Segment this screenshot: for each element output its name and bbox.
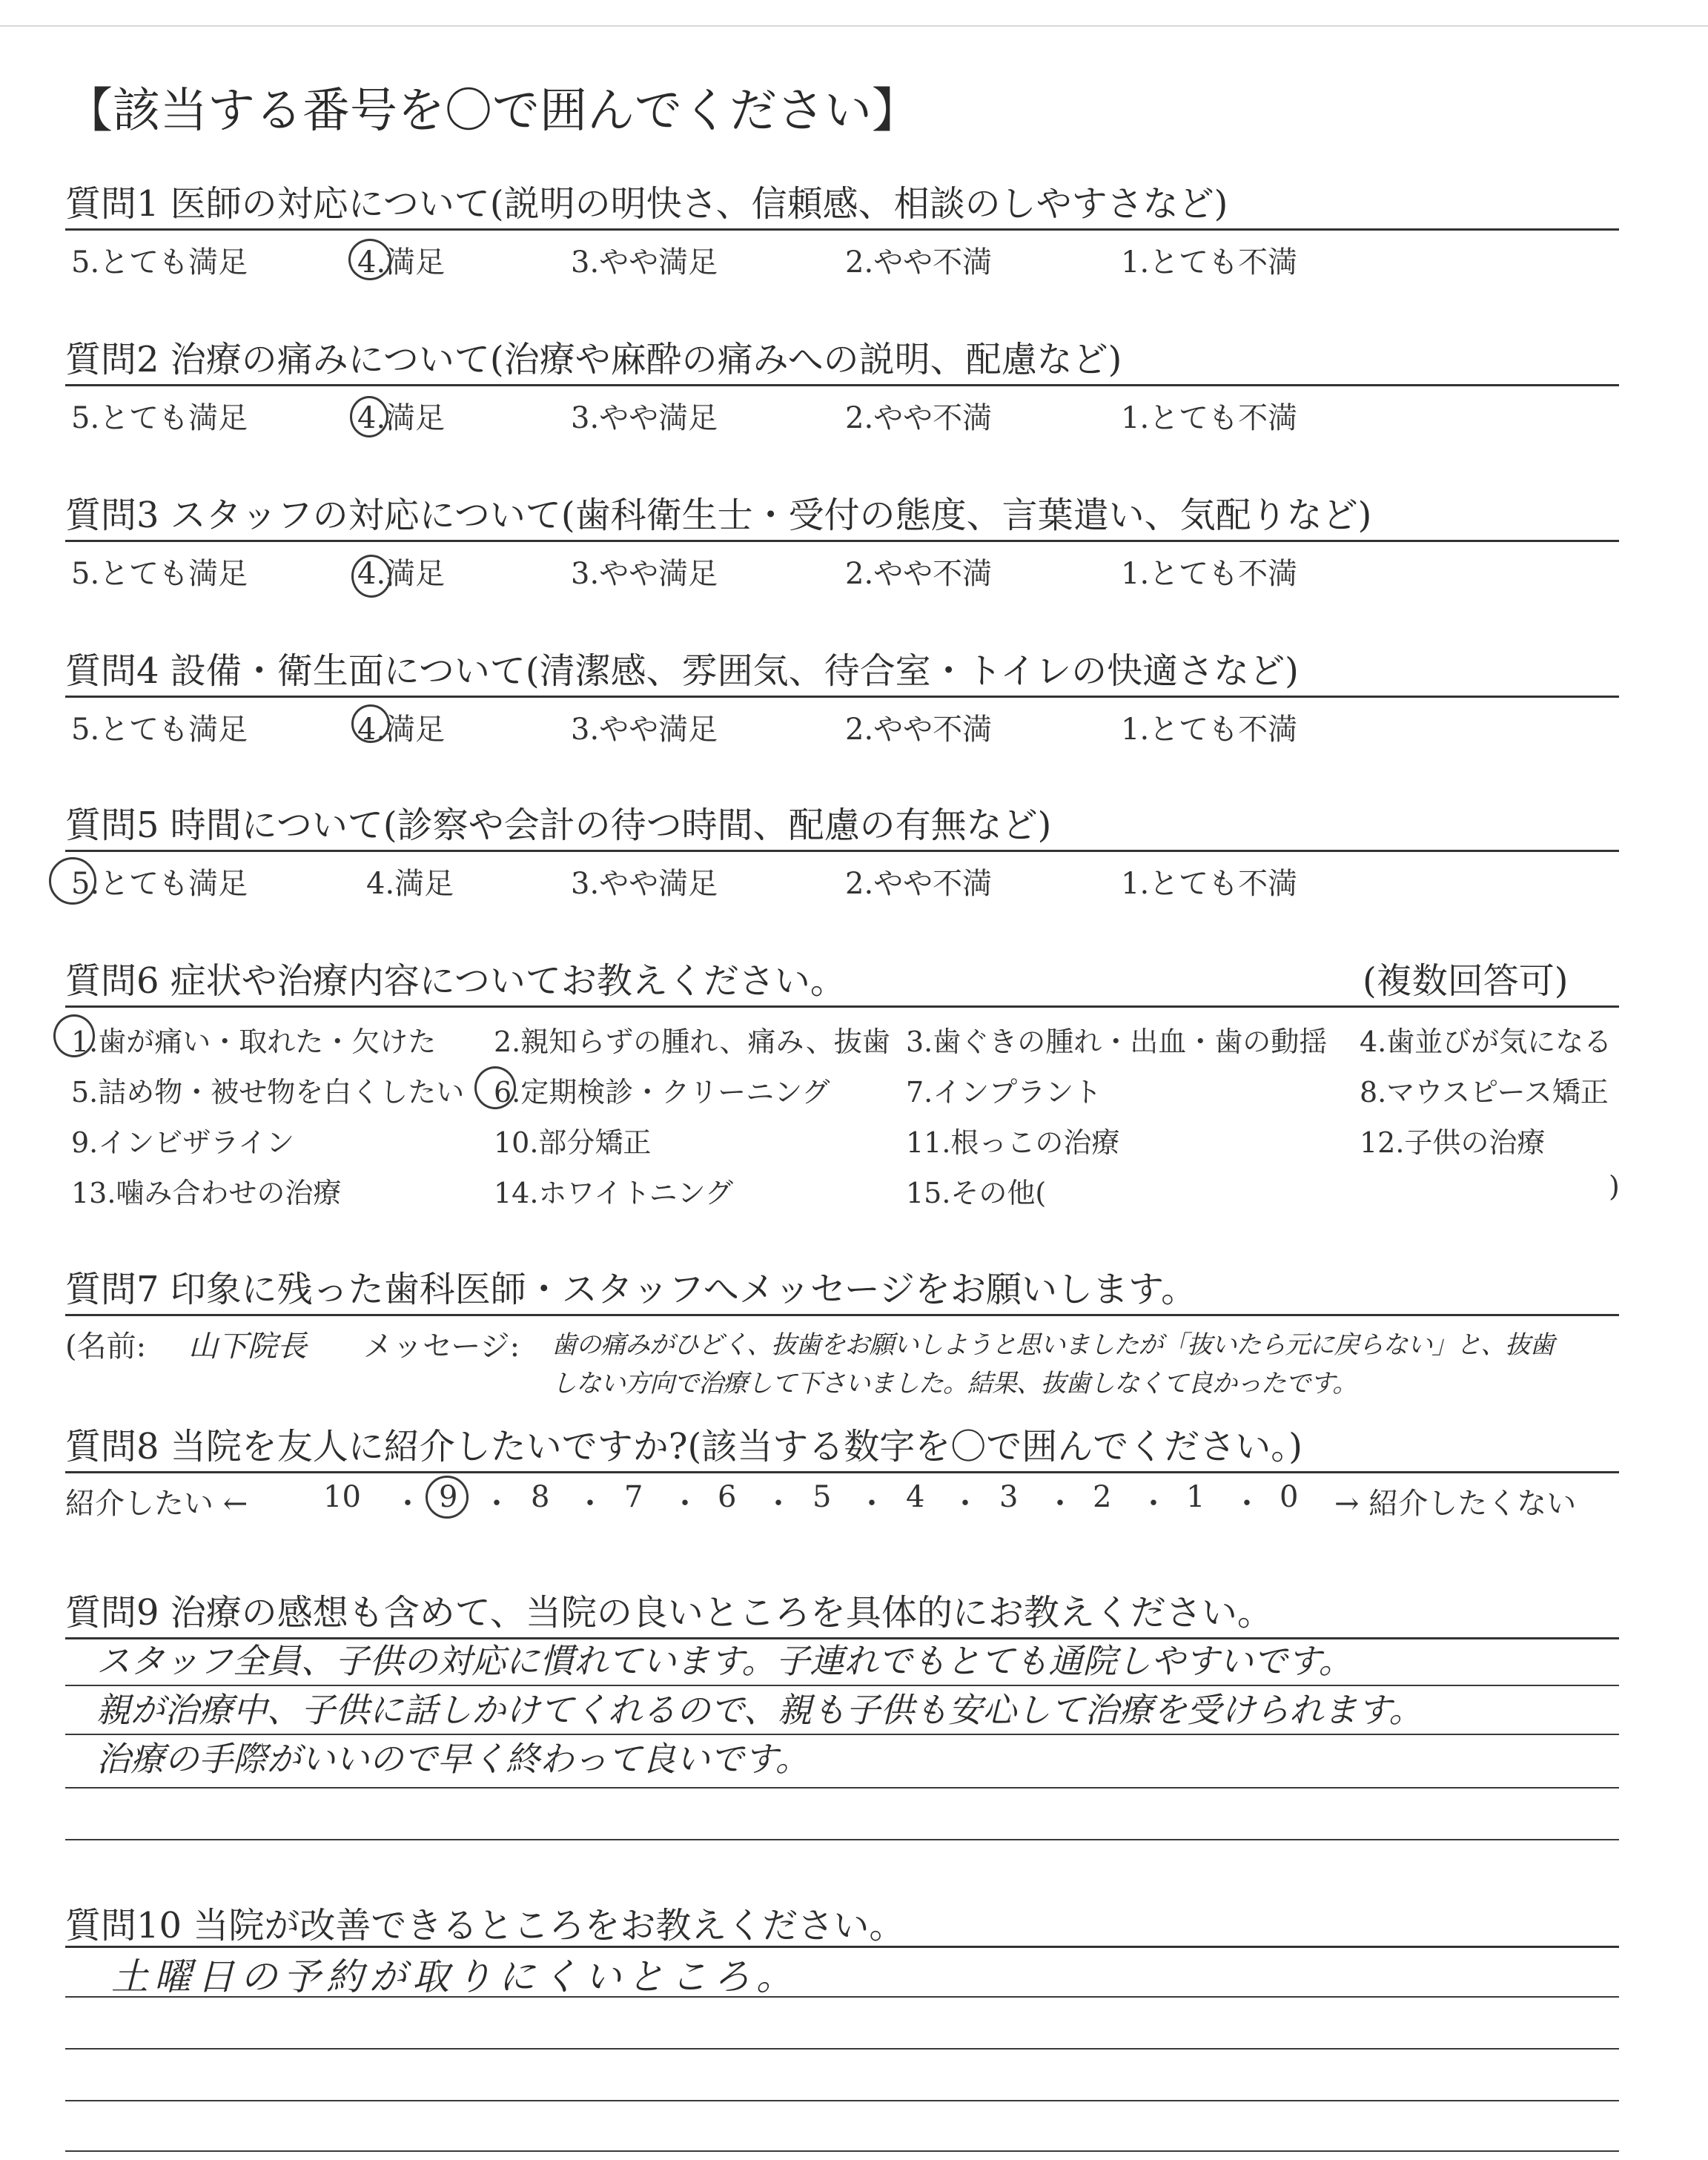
q1-option-1[interactable]: 1.とても不満: [1121, 245, 1298, 280]
question-2-rule: [65, 384, 1619, 386]
q3-option-3[interactable]: 3.やや満足: [571, 557, 718, 591]
q1-selected-circle: [348, 239, 391, 280]
q6-item-7[interactable]: 7.インプラント: [906, 1076, 1102, 1109]
q3-option-5[interactable]: 5.とても満足: [71, 557, 248, 591]
q2-option-2[interactable]: 2.やや不満: [845, 401, 993, 435]
q6-item-13[interactable]: 13.噛み合わせの治療: [71, 1177, 342, 1209]
q2-selected-circle: [350, 396, 388, 437]
q9-writing-line: [65, 1839, 1619, 1840]
q6-selected-circle-6: [474, 1066, 516, 1109]
question-1-rule: [65, 228, 1619, 231]
q8-scale-2[interactable]: 2: [1093, 1480, 1112, 1514]
q4-option-4[interactable]: 4.満足: [357, 713, 446, 747]
q6-item-5[interactable]: 5.詰め物・被せ物を白くしたい: [71, 1076, 465, 1109]
page-top-edge: [0, 25, 1708, 27]
q8-scale-7[interactable]: 7: [624, 1480, 643, 1514]
q8-dot: ・: [670, 1487, 700, 1521]
q8-right-label: → 紹介したくない: [1334, 1487, 1577, 1521]
q2-option-3[interactable]: 3.やや満足: [571, 401, 718, 435]
q9-writing-line: [65, 1787, 1619, 1789]
q9-answer-line-1[interactable]: スタッフ全員、子供の対応に慣れています。子連れでもとても通院しやすいです。: [96, 1641, 1353, 1681]
q8-dot: ・: [764, 1487, 793, 1521]
q4-option-2[interactable]: 2.やや不満: [845, 713, 993, 747]
q4-option-5[interactable]: 5.とても満足: [71, 713, 248, 747]
question-9-title: 質問9 治療の感想も含めて、当院の良いところを具体的にお教えください。: [65, 1592, 1273, 1634]
question-7-title: 質問7 印象に残った歯科医師・スタッフへメッセージをお願いします。: [65, 1269, 1197, 1310]
q6-item-11[interactable]: 11.根っこの治療: [906, 1126, 1120, 1159]
q7-name-label: (名前:: [65, 1330, 147, 1364]
question-8-rule: [65, 1471, 1619, 1473]
q8-scale-0[interactable]: 0: [1280, 1480, 1299, 1514]
q8-scale-10[interactable]: 10: [323, 1480, 361, 1514]
q1-option-3[interactable]: 3.やや満足: [571, 245, 718, 280]
q7-name-value[interactable]: 山下院長: [188, 1330, 307, 1364]
q3-option-4[interactable]: 4.満足: [357, 557, 446, 591]
q8-left-label: 紹介したい ←: [65, 1487, 248, 1521]
q2-option-5[interactable]: 5.とても満足: [71, 401, 248, 435]
q1-option-4[interactable]: 4.満足: [357, 245, 446, 280]
q5-selected-circle: [49, 857, 96, 905]
question-10-title: 質問10 当院が改善できるところをお教えください。: [65, 1905, 905, 1946]
q4-selected-circle: [351, 704, 390, 743]
question-7-rule: [65, 1314, 1619, 1316]
question-6-note: (複数回答可): [1363, 960, 1569, 1002]
q6-item-3[interactable]: 3.歯ぐきの腫れ・出血・歯の動揺: [906, 1025, 1328, 1058]
q6-selected-circle-1: [53, 1014, 95, 1057]
q7-message-line-1[interactable]: 歯の痛みがひどく、抜歯をお願いしようと思いましたが「抜いたら元に戻らない」と、抜歯: [552, 1330, 1555, 1360]
q6-item-15-close: ): [1609, 1170, 1620, 1203]
q6-item-1[interactable]: 1.歯が痛い・取れた・欠けた: [71, 1025, 437, 1058]
q8-scale-9[interactable]: 9: [439, 1480, 458, 1514]
q8-dot: ・: [950, 1487, 980, 1521]
q8-dot: ・: [393, 1487, 423, 1521]
q1-option-5[interactable]: 5.とても満足: [71, 245, 248, 280]
question-4-title: 質問4 設備・衛生面について(清潔感、雰囲気、待合室・トイレの快適さなど): [65, 650, 1299, 692]
q10-answer-line-1[interactable]: 土曜日の予約が取りにくいところ。: [111, 1955, 799, 1998]
q3-option-1[interactable]: 1.とても不満: [1121, 557, 1298, 591]
question-5-rule: [65, 850, 1619, 852]
q8-dot: ・: [1232, 1487, 1262, 1521]
q6-item-14[interactable]: 14.ホワイトニング: [494, 1177, 734, 1209]
question-6-title: 質問6 症状や治療内容についてお教えください。: [65, 960, 846, 1002]
q2-option-1[interactable]: 1.とても不満: [1121, 401, 1298, 435]
q7-message-label: メッセージ:: [363, 1330, 520, 1364]
question-3-rule: [65, 540, 1619, 542]
q2-option-4[interactable]: 4.満足: [357, 401, 446, 435]
q6-item-8[interactable]: 8.マウスピース矯正: [1360, 1076, 1609, 1109]
q6-item-6[interactable]: 6.定期検診・クリーニング: [494, 1076, 830, 1109]
q6-item-4[interactable]: 4.歯並びが気になる: [1360, 1025, 1612, 1058]
q10-writing-line: [65, 2100, 1619, 2101]
q5-option-4[interactable]: 4.満足: [366, 867, 454, 901]
q6-item-15[interactable]: 15.その他(: [906, 1177, 1047, 1209]
q8-scale-4[interactable]: 4: [906, 1480, 925, 1514]
q6-item-10[interactable]: 10.部分矯正: [494, 1126, 652, 1159]
question-4-rule: [65, 696, 1619, 698]
q5-option-3[interactable]: 3.やや満足: [571, 867, 718, 901]
q1-option-2[interactable]: 2.やや不満: [845, 245, 993, 280]
q8-dot: ・: [482, 1487, 512, 1521]
q6-item-2[interactable]: 2.親知らずの腫れ、痛み、抜歯: [494, 1025, 890, 1058]
q6-item-9[interactable]: 9.インビザライン: [71, 1126, 295, 1159]
question-6-rule: [65, 1005, 1619, 1008]
q8-scale-8[interactable]: 8: [531, 1480, 550, 1514]
question-2-title: 質問2 治療の痛みについて(治療や麻酔の痛みへの説明、配慮など): [65, 339, 1122, 380]
q8-scale-1[interactable]: 1: [1186, 1480, 1205, 1514]
q10-writing-line: [65, 2048, 1619, 2050]
q10-writing-line: [65, 1996, 1619, 1998]
question-5-title: 質問5 時間について(診察や会計の待つ時間、配慮の有無など): [65, 805, 1052, 846]
q7-message-line-2[interactable]: しない方向で治療して下さいました。結果、抜歯しなくて良かったです。: [552, 1369, 1357, 1398]
q9-answer-line-3[interactable]: 治療の手際がいいので早く終わって良いです。: [96, 1739, 810, 1779]
q8-scale-3[interactable]: 3: [999, 1480, 1019, 1514]
question-3-title: 質問3 スタッフの対応について(歯科衛生士・受付の態度、言葉遣い、気配りなど): [65, 495, 1372, 536]
q8-dot: ・: [1045, 1487, 1075, 1521]
q5-option-1[interactable]: 1.とても不満: [1121, 867, 1298, 901]
q8-dot: ・: [575, 1487, 605, 1521]
q4-option-3[interactable]: 3.やや満足: [571, 713, 718, 747]
q3-option-2[interactable]: 2.やや不満: [845, 557, 993, 591]
page-heading: 【該当する番号を〇で囲んでください】: [65, 84, 919, 139]
q8-scale-5[interactable]: 5: [812, 1480, 832, 1514]
q10-writing-line: [65, 2150, 1619, 2152]
question-1-title: 質問1 医師の対応について(説明の明快さ、信頼感、相談のしやすさなど): [65, 183, 1228, 225]
q8-scale-6[interactable]: 6: [718, 1480, 737, 1514]
q8-selected-circle: [426, 1476, 469, 1519]
q3-selected-circle: [351, 555, 391, 598]
q8-dot: ・: [857, 1487, 887, 1521]
q5-option-5[interactable]: 5.とても満足: [71, 867, 248, 901]
q4-option-1[interactable]: 1.とても不満: [1121, 713, 1298, 747]
q9-answer-line-2[interactable]: 親が治療中、子供に話しかけてくれるので、親も子供も安心して治療を受けられます。: [96, 1690, 1423, 1730]
q5-option-2[interactable]: 2.やや不満: [845, 867, 993, 901]
q6-item-12[interactable]: 12.子供の治療: [1360, 1126, 1546, 1159]
q8-dot: ・: [1139, 1487, 1168, 1521]
question-8-title: 質問8 当院を友人に紹介したいですか?(該当する数字を〇で囲んでください。): [65, 1426, 1302, 1467]
